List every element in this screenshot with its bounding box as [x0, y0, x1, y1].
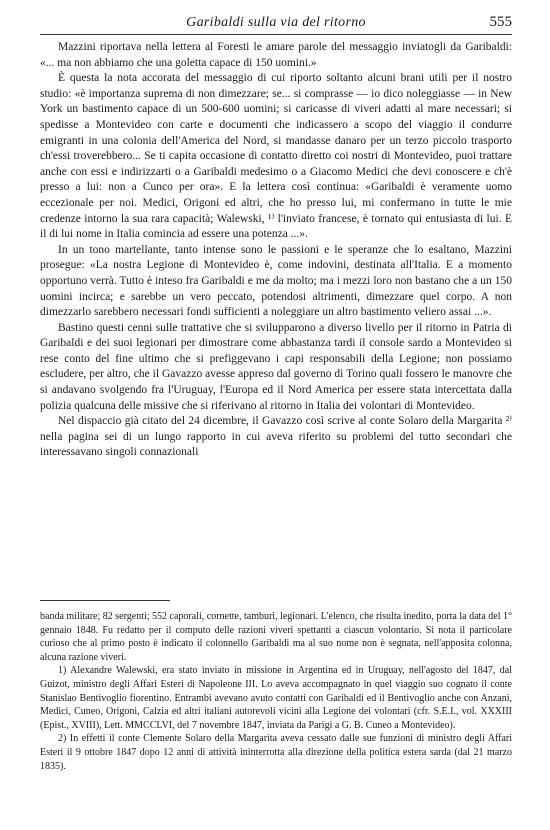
- footnote-1: 1) Alexandre Walewski, era stato inviato in missione in Argentina ed in Uruguay, nell'agosto del 1847, dal Guizot, ministro degli Affari Esteri di Napoleone III. Lo aveva accompagnato in quel viaggio suo cognato il conte Stanislao Bentivoglio fiorentino. Entrambi avevano avuto contatti con Garibaldi ed il Bentivoglio anche con Anzani, Medici, Cuneo, Origoni, Calzia ed altri italiani autorevoli vicini alla Legione dei volontari (cfr. S.E.I., vol. XXXIII (Epist., XVIII), Lett. MMCCLVI, del 7 novembre 1847, inviata da Parigi a G. B. Cuneo a Montevideo).: [40, 665, 512, 731]
- main-text: [40, 40, 512, 461]
- running-title: Garibaldi sulla via del ritorno: [186, 15, 366, 30]
- body-paragraph: Bastino questi cenni sulle trattative che si svilupparono a diverso livello per il ritorno in Patria di Garibaldi e dei suoi legionari per dimostrare come abbastanza tardi il console sardo a Montevideo si rese conto del fine ultimo che si prefiggevano i capi responsabili della Legione; non possiamo escludere, per altro, che il Gavazzo avesse appreso dal governo di Torino quali fossero le manovre che si andavano svolgendo fra l'Uruguay, l'Europa ed il Nord America per essere stata intercettata dalla polizia qualcuna delle missive che si riferivano al ritorno in Italia dei volontari di Montevideo.: [40, 321, 512, 412]
- page-header: [40, 14, 512, 35]
- body-paragraph: In un tono martellante, tanto intense sono le passioni e le speranze che lo esaltano, Mazzini prosegue: «La nostra Legione di Montevideo è, come indovini, destinata all'Italia. E a momento opportuno verrà. Tutto è inteso fra Garibaldi e me da molto; ma i mezzi loro non bastano che a un 150 uomini incirca; e sarebbe un vero peccato, potendosi altrimenti, dimezzare quel corpo. A non dimezzarlo sarebbero necessari fondi sufficienti a noleggiare un altro bastimento veliero assai ...».: [40, 243, 512, 319]
- footnote-2: 2) In effetti il conte Clemente Solaro della Margarita aveva cessato dalle sue funzioni di ministro degli Affari Esteri il 9 ottobre 1847 dopo 12 anni di attività ininterrotta alla direzione della politica estera sarda (dal 21 marzo 1835).: [40, 733, 512, 772]
- footnotes: [40, 600, 512, 773]
- body-paragraph: È questa la nota accorata del messaggio di cui riporto soltanto alcuni brani utili per il nostro studio: «è importanza suprema di non dimezzare; se... si comprasse — io dico noleggiasse — in New York un bastimento capace di un 500-600 uomini; si caricasse di viveri adatti al mare necessari; si spedisse a Montevideo con carte e documenti che indicassero a scopo del viaggio il condurre emigranti in una colonia dell'America del Nord, si mandasse danaro per un terzo piccolo trasporto ch'essi troverebbero... Se ti capita occasione di contatto diretto coi nostri di Montevideo, puoi trattare anche con essi e indirizzarti o a Garibaldi medesimo o a Giacomo Medici che devi conoscere e ch'è presso a lui: non a Cunco per ora». E la lettera così continua: «Garibaldi è veramente uomo eccezionale per noi. Medici, Origoni ed altri, che ho presso lui, mi confermano in tutte le mie credenze intorno la sua rara capacità; Walewski, ¹⁾ l'inviato francese, è tornato qui entusiasta di lui. E il di lui nome in Italia comincia ad essere una potenza ...».: [40, 72, 512, 241]
- page-number: 555: [489, 14, 512, 30]
- body-paragraph: Mazzini riportava nella lettera al Foresti le amare parole del messaggio inviatogli da Garibaldi: «... ma non abbiamo che una goletta capace di 150 uomini.»: [40, 41, 512, 69]
- footnote-continuation: banda militare; 82 sergenti; 552 caporali, cornette, tamburi, legionari. L'elenco, che risulta inedito, porta la data del 1° gennaio 1848. Fu redatto per il computo delle razioni viveri spettanti a ciascun volontario. Si nota il particolare curioso che al primo posto è indicato il colonnello Garibaldi ma al suo nome non è segnata, nell'apposita colonna, alcuna razione viveri.: [40, 611, 512, 663]
- body-paragraph: Nel dispaccio già citato del 24 dicembre, il Gavazzo così scrive al conte Solaro della Margarita ²⁾ nella pagina sei di un lungo rapporto in cui aveva riferito su problemi del tutto secondari che interessavano singoli connazionali: [40, 415, 512, 459]
- footnote-rule: [40, 600, 170, 601]
